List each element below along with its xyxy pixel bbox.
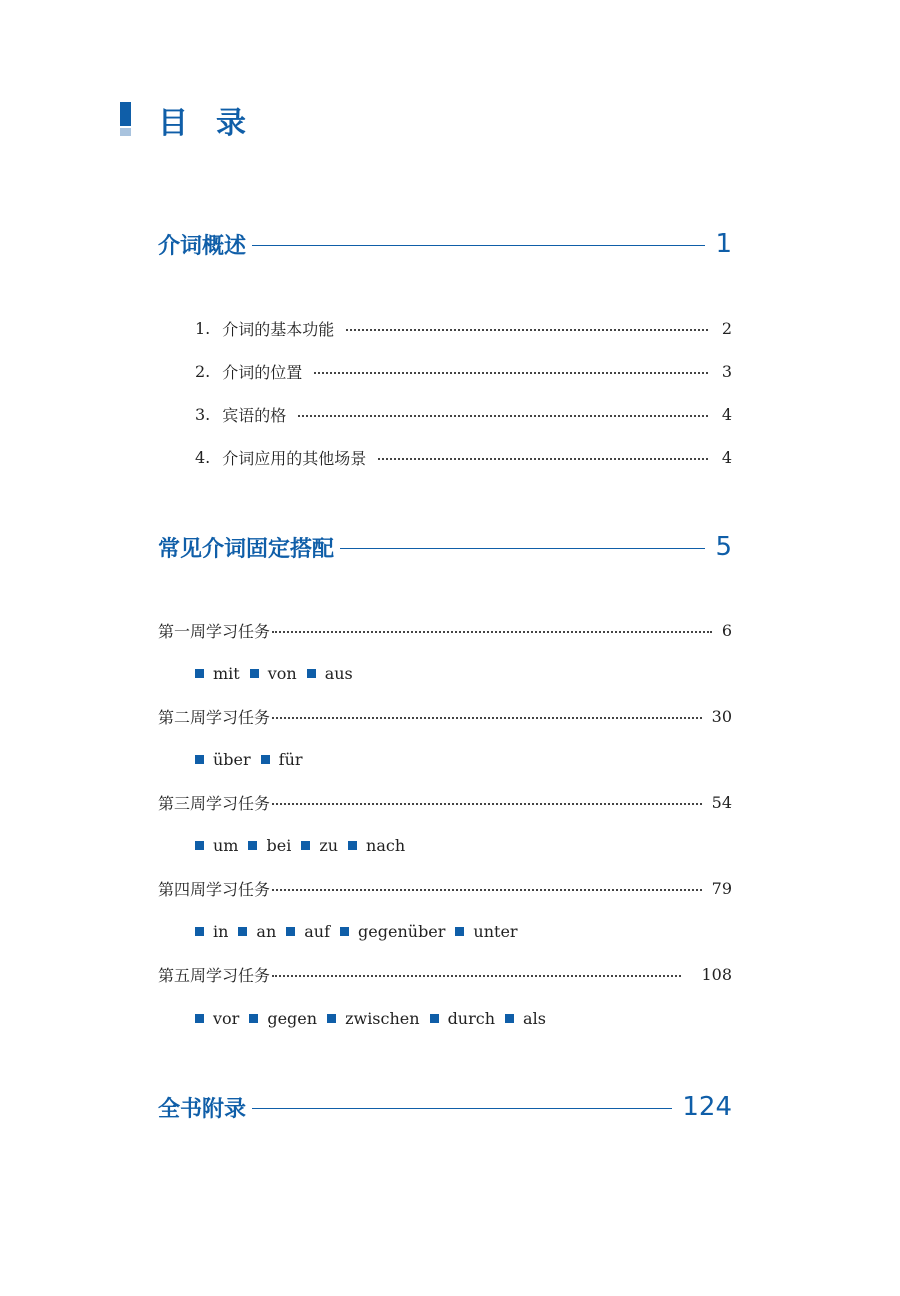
toc-entry[interactable]: [195, 445, 732, 469]
tag-item: [348, 836, 405, 855]
bullet-square-icon: [195, 841, 204, 850]
entry-number: 3.: [195, 404, 211, 424]
section-rule: [252, 1108, 672, 1109]
preposition-tags: [195, 1006, 556, 1030]
bullet-square-icon: [430, 1014, 439, 1023]
section-rule: [340, 548, 705, 549]
bullet-square-icon: [195, 1014, 204, 1023]
tag-item: [195, 664, 240, 683]
bullet-square-icon: [250, 669, 259, 678]
bullet-square-icon: [195, 755, 204, 764]
dot-leader: [272, 975, 681, 977]
tag-label: über: [213, 749, 251, 769]
tag-label: unter: [473, 921, 518, 941]
tag-label: aus: [324, 663, 353, 683]
tag-item: [286, 922, 330, 941]
entry-title: 第五周学习任务: [158, 965, 271, 985]
toc-entry[interactable]: [195, 316, 732, 340]
bullet-square-icon: [455, 927, 464, 936]
tag-item: [249, 1009, 317, 1028]
bullet-square-icon: [348, 841, 357, 850]
tag-item: [505, 1009, 546, 1028]
entry-title: 第一周学习任务: [158, 621, 271, 641]
tag-item: [195, 922, 228, 941]
tag-label: um: [213, 835, 239, 855]
tag-item: [301, 836, 338, 855]
toc-entry-week[interactable]: [158, 618, 732, 642]
tag-label: nach: [366, 835, 406, 855]
tag-item: [248, 836, 291, 855]
dot-leader: [272, 717, 702, 719]
toc-entry[interactable]: [195, 359, 732, 383]
dot-leader: [298, 415, 708, 417]
toc-entry[interactable]: [195, 402, 732, 426]
tag-item: [307, 664, 353, 683]
toc-entry-week[interactable]: [158, 962, 732, 986]
dot-leader: [272, 631, 712, 633]
tag-label: bei: [266, 835, 292, 855]
section-heading-collocations[interactable]: [158, 529, 732, 565]
tag-item: [261, 750, 303, 769]
bullet-square-icon: [340, 927, 349, 936]
entry-page-number: 108: [701, 964, 732, 984]
preposition-tags: [195, 833, 415, 857]
tag-item: [340, 922, 445, 941]
tag-label: als: [523, 1008, 546, 1028]
tag-label: für: [278, 749, 303, 769]
tag-item: [430, 1009, 495, 1028]
tag-label: zwischen: [345, 1008, 420, 1028]
bullet-square-icon: [307, 669, 316, 678]
tag-label: zu: [319, 835, 339, 855]
tag-item: [195, 836, 238, 855]
section-page-number: 5: [715, 532, 732, 562]
tag-item: [327, 1009, 420, 1028]
tag-label: in: [213, 921, 229, 941]
tag-label: vor: [213, 1008, 240, 1028]
section-heading-overview[interactable]: [158, 226, 732, 262]
tag-item: [238, 922, 276, 941]
tag-label: auf: [304, 921, 331, 941]
entry-title: 第二周学习任务: [158, 707, 271, 727]
entry-title: 介词的基本功能: [222, 319, 335, 339]
section-page-number: 1: [715, 229, 732, 259]
entry-title: 介词的位置: [222, 362, 303, 382]
title-accent-bar: [120, 102, 131, 126]
entry-number: 4.: [195, 447, 211, 467]
bullet-square-icon: [249, 1014, 258, 1023]
entry-title: 宾语的格: [222, 405, 287, 425]
entry-title: 第四周学习任务: [158, 879, 271, 899]
entry-title: 第三周学习任务: [158, 793, 271, 813]
dot-leader: [272, 803, 702, 805]
tag-item: [195, 1009, 239, 1028]
bullet-square-icon: [327, 1014, 336, 1023]
bullet-square-icon: [238, 927, 247, 936]
bullet-square-icon: [286, 927, 295, 936]
section-title: 常见介词固定搭配: [158, 536, 335, 562]
tag-label: von: [267, 663, 297, 683]
toc-entry-week[interactable]: [158, 704, 732, 728]
dot-leader: [314, 372, 708, 374]
bullet-square-icon: [195, 669, 204, 678]
entry-page-number: 2: [721, 318, 732, 338]
dot-leader: [346, 329, 708, 331]
entry-title: 介词应用的其他场景: [222, 448, 367, 468]
tag-item: [455, 922, 517, 941]
bullet-square-icon: [195, 927, 204, 936]
tag-label: durch: [447, 1008, 496, 1028]
toc-entry-week[interactable]: [158, 790, 732, 814]
bullet-square-icon: [248, 841, 257, 850]
entry-page-number: 4: [721, 447, 732, 467]
section-heading-appendix[interactable]: [158, 1089, 732, 1125]
preposition-tags: [195, 661, 363, 685]
bullet-square-icon: [505, 1014, 514, 1023]
section-page-number: 124: [682, 1092, 732, 1122]
tag-label: an: [256, 921, 277, 941]
section-title: 全书附录: [158, 1096, 247, 1122]
tag-label: gegen: [267, 1008, 318, 1028]
tag-label: gegenüber: [358, 921, 446, 941]
title-accent-bar-light: [120, 128, 131, 136]
tag-label: mit: [213, 663, 240, 683]
dot-leader: [378, 458, 708, 460]
preposition-tags: [195, 747, 313, 771]
entry-page-number: 30: [711, 706, 732, 726]
entry-page-number: 54: [711, 792, 732, 812]
entry-page-number: 6: [721, 620, 732, 640]
toc-entry-week[interactable]: [158, 876, 732, 900]
entry-page-number: 79: [711, 878, 732, 898]
entry-number: 1.: [195, 318, 211, 338]
entry-page-number: 4: [721, 404, 732, 424]
tag-item: [250, 664, 297, 683]
page-title: 目录: [158, 106, 274, 141]
bullet-square-icon: [301, 841, 310, 850]
entry-page-number: 3: [721, 361, 732, 381]
section-title: 介词概述: [158, 233, 247, 259]
section-rule: [252, 245, 705, 246]
preposition-tags: [195, 919, 528, 943]
entry-number: 2.: [195, 361, 211, 381]
bullet-square-icon: [261, 755, 270, 764]
dot-leader: [272, 889, 702, 891]
tag-item: [195, 750, 251, 769]
